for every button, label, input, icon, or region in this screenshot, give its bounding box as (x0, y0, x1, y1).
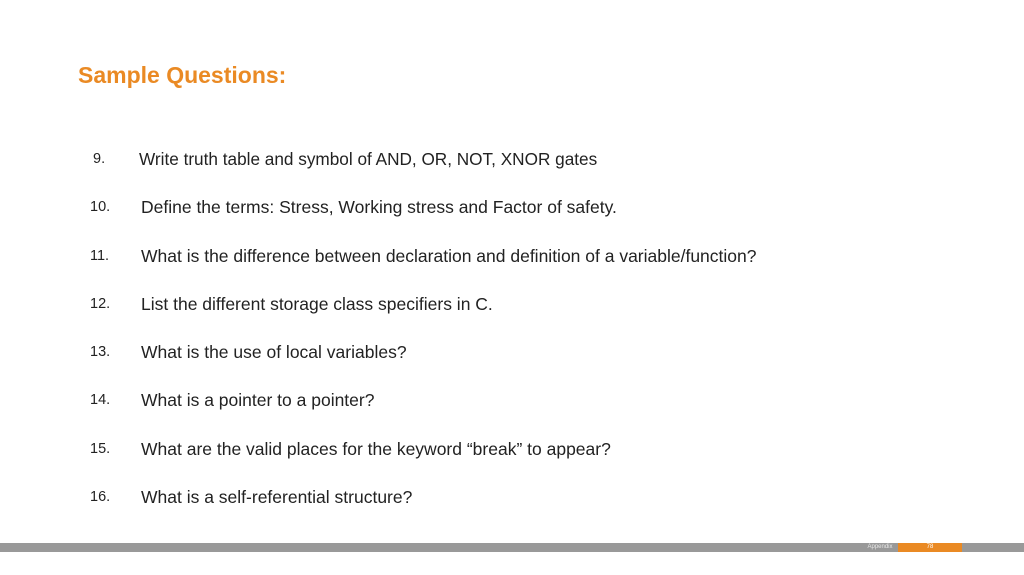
question-number: 10. (90, 199, 111, 216)
question-text: What is a pointer to a pointer? (141, 390, 375, 411)
question-item (0, 485, 1024, 533)
question-list (0, 147, 1024, 533)
question-item (0, 244, 1024, 292)
question-text: What is the use of local variables? (141, 342, 407, 363)
question-text: What are the valid places for the keyword “break” to appear? (141, 438, 611, 459)
question-number: 11. (90, 247, 110, 264)
question-item (0, 147, 1024, 195)
footer-page-number: 78 (898, 543, 962, 552)
question-item (0, 195, 1024, 243)
question-item (0, 437, 1024, 485)
question-text: What is a self-referential structure? (141, 487, 413, 508)
question-number: 13. (90, 344, 111, 361)
question-number: 12. (90, 295, 111, 312)
footer-bar (0, 543, 1024, 552)
question-text: Write truth table and symbol of AND, OR, NOT, XNOR gates (139, 149, 598, 169)
slide-title: Sample Questions: (78, 62, 287, 88)
footer-section-label: Appendix (867, 544, 893, 550)
question-item (0, 292, 1024, 340)
question-item (0, 388, 1024, 436)
question-number: 15. (90, 440, 111, 457)
question-number: 9. (93, 151, 106, 167)
question-number: 14. (90, 392, 111, 409)
question-item (0, 340, 1024, 388)
question-text: What is the difference between declaration and definition of a variable/function? (141, 245, 757, 266)
question-text: Define the terms: Stress, Working stress and Factor of safety. (141, 197, 617, 218)
question-text: List the different storage class specifiers in C. (141, 293, 493, 314)
question-number: 16. (90, 489, 111, 506)
